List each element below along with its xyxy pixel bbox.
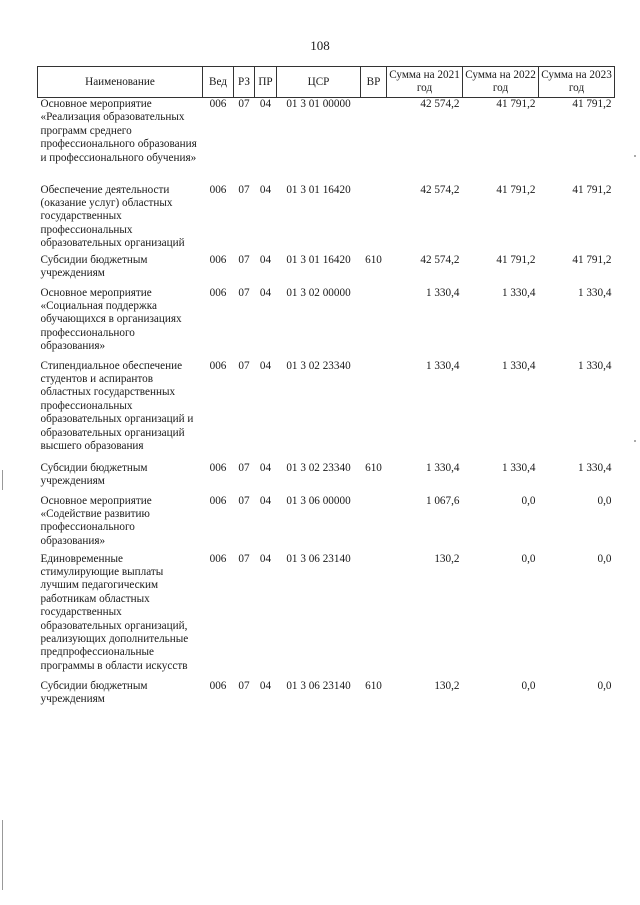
header-pr: ПР (255, 67, 277, 98)
row-ved: 006 (209, 359, 227, 372)
row-pr: 04 (259, 679, 272, 692)
row-sum-2023: 1 330,4 (577, 359, 612, 372)
row-sum-2021: 130,2 (434, 679, 460, 692)
table-row (38, 495, 615, 553)
scan-edge-mark (2, 820, 3, 890)
row-csr: 01 3 01 16420 (286, 253, 351, 266)
row-rz: 07 (238, 494, 250, 507)
row-name: Субсидии бюджетным учреждениям (40, 679, 148, 705)
row-ved: 006 (209, 183, 227, 196)
row-sum-2021: 42 574,2 (420, 98, 460, 110)
table-header-row (38, 67, 615, 98)
row-sum-2022: 1 330,4 (501, 461, 536, 474)
table-row (38, 287, 615, 360)
row-ved: 006 (209, 679, 227, 692)
row-sum-2021: 42 574,2 (420, 183, 460, 196)
row-pr: 04 (259, 183, 272, 196)
row-sum-2023: 41 791,2 (572, 98, 612, 110)
header-vr: ВР (361, 67, 387, 98)
row-csr: 01 3 06 23140 (286, 679, 351, 692)
row-rz: 07 (238, 183, 250, 196)
row-rz: 07 (238, 286, 250, 299)
row-sum-2023: 0,0 (597, 552, 612, 565)
row-csr: 01 3 02 23340 (286, 359, 351, 372)
table-row (38, 553, 615, 680)
row-ved: 006 (209, 286, 227, 299)
row-rz: 07 (238, 461, 250, 474)
row-name: Стипендиальное обеспечение студентов и аспирантов областных государственных профессиональных образовательных организаций и образовательных организаций высшего образования (40, 359, 194, 452)
scan-edge-mark (2, 470, 3, 490)
table-row (38, 680, 615, 710)
table-row (38, 254, 615, 287)
row-ved: 006 (209, 461, 227, 474)
row-sum-2021: 1 330,4 (425, 286, 460, 299)
row-rz: 07 (238, 552, 250, 565)
row-sum-2023: 41 791,2 (572, 183, 612, 196)
row-pr: 04 (259, 552, 272, 565)
row-vr: 610 (365, 679, 382, 692)
row-name: Основное мероприятие «Социальная поддержка обучающихся в организациях профессионального образования» (40, 286, 182, 353)
row-sum-2022: 41 791,2 (496, 183, 536, 196)
row-name: Обеспечение деятельности (оказание услуг) областных государственных профессиональных образовательных организаций (40, 183, 185, 250)
scan-speck (634, 440, 636, 442)
header-sum-2023: Сумма на 2023 год (539, 67, 615, 98)
page-number: 108 (310, 38, 330, 53)
row-sum-2022: 1 330,4 (501, 359, 536, 372)
row-csr: 01 3 01 16420 (286, 183, 351, 196)
row-sum-2022: 41 791,2 (496, 253, 536, 266)
row-vr (361, 98, 387, 184)
row-vr (361, 184, 387, 254)
row-sum-2022: 0,0 (521, 552, 536, 565)
row-name: Основное мероприятие «Содействие развитию профессионального образования» (40, 494, 152, 547)
row-rz: 07 (238, 679, 250, 692)
row-csr: 01 3 06 23140 (286, 552, 351, 565)
row-name: Субсидии бюджетным учреждениям (40, 253, 148, 279)
row-pr: 04 (259, 494, 272, 507)
row-sum-2022: 0,0 (521, 679, 536, 692)
row-csr: 01 3 01 00000 (286, 98, 351, 110)
row-ved: 006 (209, 552, 227, 565)
row-sum-2023: 0,0 (597, 494, 612, 507)
header-name: Наименование (38, 67, 203, 98)
table-row (38, 184, 615, 254)
row-vr (361, 287, 387, 360)
row-sum-2022: 0,0 (521, 494, 536, 507)
row-sum-2022: 41 791,2 (496, 98, 536, 110)
budget-table (37, 66, 615, 710)
row-sum-2021: 42 574,2 (420, 253, 460, 266)
row-ved: 006 (209, 494, 227, 507)
row-sum-2022: 1 330,4 (501, 286, 536, 299)
row-name: Субсидии бюджетным учреждениям (40, 461, 148, 487)
row-name: Единовременные стимулирующие выплаты лучшим педагогическим работникам областных государственных образовательных организаций, реализующих дополнительные предпрофессиональные программы в области искусств (40, 552, 189, 672)
row-rz: 07 (238, 359, 250, 372)
scan-speck (634, 155, 636, 157)
row-sum-2023: 1 330,4 (577, 286, 612, 299)
header-ved: Вед (203, 67, 234, 98)
row-pr: 04 (259, 253, 272, 266)
row-sum-2023: 41 791,2 (572, 253, 612, 266)
row-sum-2023: 0,0 (597, 679, 612, 692)
row-vr (361, 495, 387, 553)
row-pr: 04 (259, 359, 272, 372)
header-csr: ЦСР (277, 67, 361, 98)
row-pr: 04 (259, 461, 272, 474)
row-pr: 04 (259, 286, 272, 299)
row-sum-2021: 1 067,6 (425, 494, 460, 507)
row-csr: 01 3 02 23340 (286, 461, 351, 474)
header-sum-2021: Сумма на 2021 год (387, 67, 463, 98)
table-row (38, 462, 615, 495)
row-rz: 07 (238, 253, 250, 266)
header-sum-2022: Сумма на 2022 год (463, 67, 539, 98)
row-sum-2023: 1 330,4 (577, 461, 612, 474)
row-pr: 04 (259, 98, 272, 110)
row-csr: 01 3 06 00000 (286, 494, 351, 507)
table-row (38, 98, 615, 184)
row-csr: 01 3 02 00000 (286, 286, 351, 299)
row-sum-2021: 1 330,4 (425, 461, 460, 474)
row-vr (361, 360, 387, 462)
row-vr: 610 (365, 461, 382, 474)
row-rz: 07 (238, 98, 250, 110)
row-sum-2021: 1 330,4 (425, 359, 460, 372)
table-row (38, 360, 615, 462)
row-name: Основное мероприятие «Реализация образовательных программ среднего профессионального образования и профессионального обучения» (40, 98, 197, 164)
row-ved: 006 (209, 253, 227, 266)
row-sum-2021: 130,2 (434, 552, 460, 565)
row-vr (361, 553, 387, 680)
row-vr: 610 (365, 253, 382, 266)
row-ved: 006 (209, 98, 227, 110)
header-rz: РЗ (234, 67, 255, 98)
